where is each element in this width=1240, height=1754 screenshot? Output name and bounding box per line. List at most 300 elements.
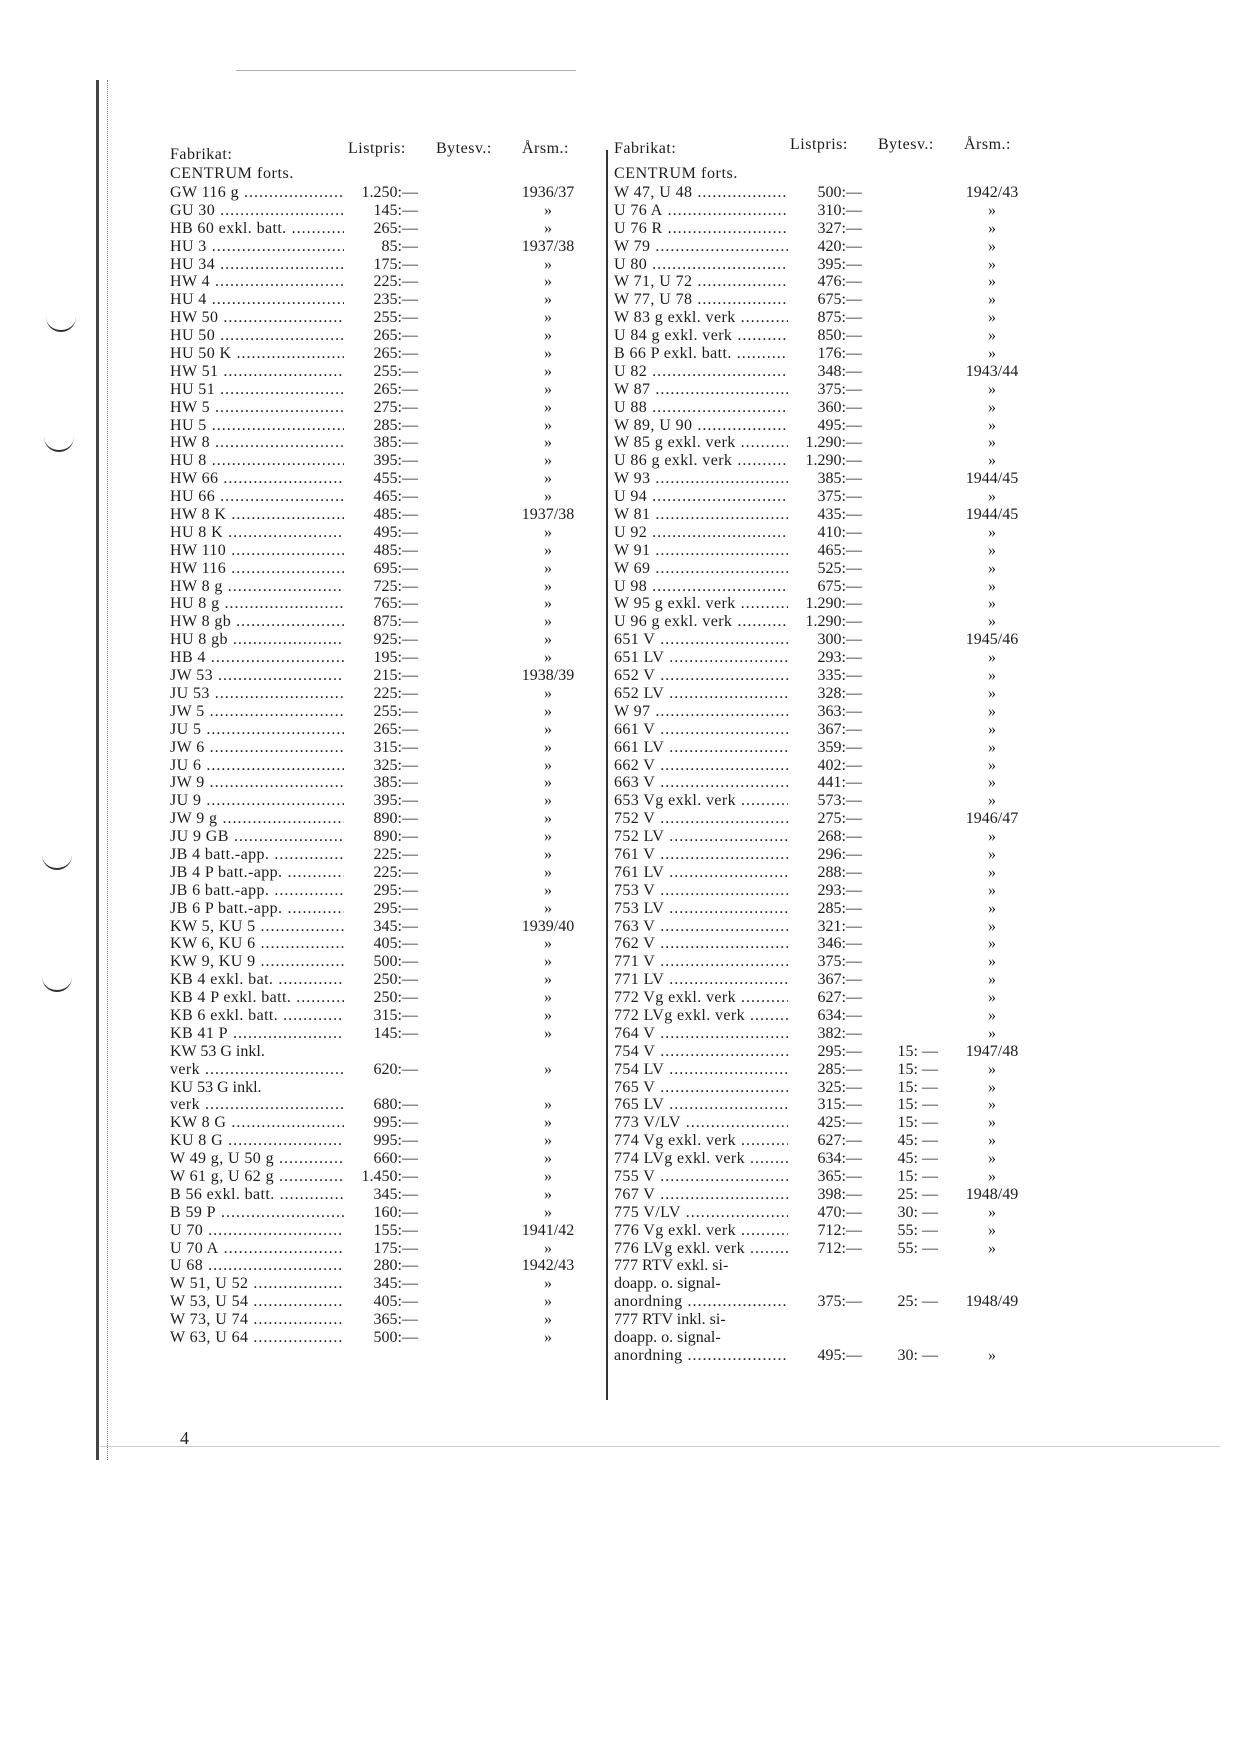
cell-listpris: 1.290: — — [788, 613, 862, 631]
cell-arsm: » — [544, 273, 552, 291]
cell-fabrikat: 663 V ..... — [614, 774, 790, 792]
table-row — [612, 685, 1052, 703]
table-row — [612, 989, 1052, 1007]
cell-fabrikat: 776 Vg exkl. verk ..... — [614, 1222, 790, 1240]
cell-fabrikat: W 61 g, U 62 g ..... — [170, 1168, 346, 1186]
cell-fabrikat: doapp. o. signal- — [614, 1329, 721, 1346]
cell-listpris: 255: — — [344, 363, 418, 381]
table-row — [168, 739, 608, 757]
cell-listpris: 175: — — [344, 1240, 418, 1258]
cell-listpris: 328: — — [788, 685, 862, 703]
cell-listpris: 265: — — [344, 327, 418, 345]
cell-arsm: » — [988, 1239, 996, 1257]
cell-arsm: » — [544, 1006, 552, 1024]
cell-arsm: » — [544, 881, 552, 899]
cell-arsm: » — [988, 828, 996, 846]
table-row — [168, 864, 608, 882]
table-row — [168, 256, 608, 274]
cell-listpris: 875: — — [344, 613, 418, 631]
cell-listpris: 367: — — [788, 721, 862, 739]
table-row — [612, 1275, 1052, 1293]
table-row — [612, 739, 1052, 757]
cell-arsm: 1947/48 — [965, 1042, 1019, 1060]
cell-fabrikat: KW 53 G inkl. — [170, 1042, 265, 1060]
cell-listpris: 410: — — [788, 524, 862, 542]
cell-listpris: 500: — — [788, 184, 862, 202]
cell-arsm: » — [544, 1150, 552, 1168]
cell-fabrikat: 752 V ..... — [614, 810, 790, 828]
cell-listpris: 359: — — [788, 739, 862, 757]
header-listpris: Listpris: — [348, 140, 406, 157]
table-row — [612, 1240, 1052, 1258]
cell-fabrikat: W 73, U 74 ..... — [170, 1311, 346, 1329]
cell-fabrikat: JW 6 ..... — [170, 739, 346, 757]
cell-fabrikat: JU 9 GB ..... — [170, 828, 346, 846]
table-row — [612, 613, 1052, 631]
cell-fabrikat: HW 8 g ..... — [170, 578, 346, 596]
table-row — [612, 488, 1052, 506]
cell-fabrikat: anordning ..... — [614, 1293, 790, 1311]
cell-listpris: 310: — — [788, 202, 862, 220]
cell-fabrikat: 652 LV ..... — [614, 685, 790, 703]
table-row — [168, 1257, 608, 1275]
table-row — [612, 470, 1052, 488]
cell-listpris: 250: — — [344, 971, 418, 989]
cell-listpris: 1.290: — — [788, 434, 862, 452]
cell-fabrikat: KU 53 G inkl. — [170, 1078, 262, 1096]
table-row — [168, 613, 608, 631]
cell-listpris: 395: — — [344, 452, 418, 470]
cell-fabrikat: B 66 P exkl. batt. ..... — [614, 345, 790, 363]
table-row — [612, 1204, 1052, 1222]
cell-fabrikat: W 47, U 48 ..... — [614, 184, 790, 202]
table-row — [612, 1257, 1052, 1275]
cell-arsm: 1948/49 — [965, 1293, 1019, 1311]
cell-listpris: 495: — — [788, 417, 862, 435]
cell-arsm: » — [988, 971, 996, 989]
cell-fabrikat: HU 50 ..... — [170, 327, 346, 345]
cell-listpris: 348: — — [788, 363, 862, 381]
cell-listpris: 712: — — [788, 1222, 862, 1240]
cell-arsm: 1939/40 — [521, 917, 575, 935]
table-row — [168, 685, 608, 703]
table-row — [168, 935, 608, 953]
cell-fabrikat: 767 V ..... — [614, 1186, 790, 1204]
cell-listpris: 176: — — [788, 345, 862, 363]
cell-fabrikat: U 76 A ..... — [614, 202, 790, 220]
cell-fabrikat: 771 LV ..... — [614, 971, 790, 989]
table-row — [168, 578, 608, 596]
cell-arsm: » — [544, 380, 552, 398]
cell-listpris: 293: — — [788, 649, 862, 667]
cell-fabrikat: U 68 ..... — [170, 1257, 346, 1275]
cell-bytesv: 15: — — [897, 1078, 938, 1096]
table-row — [168, 757, 608, 775]
cell-arsm: 1942/43 — [965, 184, 1019, 201]
cell-fabrikat: KW 6, KU 6 ..... — [170, 935, 346, 953]
cell-arsm: » — [988, 327, 996, 345]
cell-fabrikat: 777 RTV exkl. si- — [614, 1257, 729, 1275]
cell-bytesv: 45: — — [897, 1150, 938, 1168]
cell-fabrikat: B 59 P ..... — [170, 1204, 346, 1222]
table-row — [612, 1096, 1052, 1114]
cell-fabrikat: HB 4 ..... — [170, 649, 346, 667]
table-row — [612, 774, 1052, 792]
cell-fabrikat: KW 5, KU 5 ..... — [170, 918, 346, 936]
cell-listpris: 1.290: — — [788, 595, 862, 613]
scan-artifact-bottom — [100, 1446, 1220, 1447]
table-row — [612, 560, 1052, 578]
cell-arsm: » — [988, 989, 996, 1007]
cell-arsm: » — [988, 237, 996, 255]
cell-listpris: 145: — — [344, 202, 418, 220]
cell-fabrikat: JW 53 ..... — [170, 667, 346, 685]
cell-arsm: » — [988, 667, 996, 685]
cell-listpris: 500: — — [344, 953, 418, 971]
table-row — [168, 900, 608, 918]
table-row — [168, 202, 608, 220]
cell-listpris: 225: — — [344, 685, 418, 703]
cell-listpris: 725: — — [344, 578, 418, 596]
cell-listpris: 295: — — [788, 1043, 862, 1061]
table-row — [612, 721, 1052, 739]
cell-listpris: 995: — — [344, 1132, 418, 1150]
cell-fabrikat: 651 LV ..... — [614, 649, 790, 667]
cell-fabrikat: HU 50 K ..... — [170, 345, 346, 363]
cell-fabrikat: W 87 ..... — [614, 381, 790, 399]
cell-fabrikat: GU 30 ..... — [170, 202, 346, 220]
cell-fabrikat: 762 V ..... — [614, 935, 790, 953]
cell-listpris: 1.290: — — [788, 452, 862, 470]
cell-listpris: 225: — — [344, 273, 418, 291]
table-row — [612, 1186, 1052, 1204]
cell-bytesv: 45: — — [897, 1132, 938, 1150]
cell-listpris: 634: — — [788, 1150, 862, 1168]
cell-listpris: 315: — — [344, 1007, 418, 1025]
cell-fabrikat: B 56 exkl. batt. ..... — [170, 1186, 346, 1204]
cell-listpris: 675: — — [788, 578, 862, 596]
table-row — [168, 810, 608, 828]
table-row — [168, 595, 608, 613]
cell-listpris: 465: — — [788, 542, 862, 560]
cell-fabrikat: HU 4 ..... — [170, 291, 346, 309]
table-row — [612, 953, 1052, 971]
cell-fabrikat: 661 V ..... — [614, 721, 790, 739]
cell-listpris: 265: — — [344, 381, 418, 399]
table-row — [612, 1114, 1052, 1132]
cell-listpris: 455: — — [344, 470, 418, 488]
cell-arsm: » — [988, 380, 996, 398]
table-row — [612, 900, 1052, 918]
cell-listpris: 345: — — [344, 918, 418, 936]
cell-fabrikat: 754 LV ..... — [614, 1061, 790, 1079]
cell-fabrikat: JW 5 ..... — [170, 703, 346, 721]
cell-listpris: 275: — — [344, 399, 418, 417]
cell-fabrikat: W 51, U 52 ..... — [170, 1275, 346, 1293]
table-row — [612, 1222, 1052, 1240]
cell-fabrikat: JB 4 batt.-app. ..... — [170, 846, 346, 864]
cell-arsm: » — [988, 684, 996, 702]
table-row — [612, 273, 1052, 291]
cell-arsm: » — [544, 1060, 552, 1078]
cell-arsm: » — [544, 684, 552, 702]
cell-fabrikat: 755 V ..... — [614, 1168, 790, 1186]
cell-arsm: » — [988, 845, 996, 863]
cell-fabrikat: GW 116 g ..... — [170, 184, 346, 202]
cell-fabrikat: U 70 A ..... — [170, 1240, 346, 1258]
cell-arsm: » — [544, 845, 552, 863]
cell-listpris: 1.250: — — [344, 184, 418, 202]
cell-arsm: » — [544, 1096, 552, 1114]
table-row — [612, 309, 1052, 327]
cell-fabrikat: W 77, U 78 ..... — [614, 291, 790, 309]
cell-fabrikat: 651 V ..... — [614, 631, 790, 649]
cell-fabrikat: HU 8 ..... — [170, 452, 346, 470]
cell-fabrikat: KU 8 G ..... — [170, 1132, 346, 1150]
cell-arsm: » — [988, 541, 996, 559]
table-row — [612, 703, 1052, 721]
table-row — [612, 399, 1052, 417]
table-row — [168, 1240, 608, 1258]
cell-arsm: » — [544, 1167, 552, 1185]
cell-arsm: » — [988, 1167, 996, 1185]
cell-listpris: 405: — — [344, 1293, 418, 1311]
cell-fabrikat: 774 LVg exkl. verk ..... — [614, 1150, 790, 1168]
section-title-right: CENTRUM forts. — [614, 165, 738, 182]
cell-arsm: » — [544, 1132, 552, 1150]
cell-fabrikat: HW 110 ..... — [170, 542, 346, 560]
table-row — [612, 524, 1052, 542]
table-row — [168, 1311, 608, 1329]
cell-arsm: » — [988, 1346, 996, 1364]
table-row — [168, 792, 608, 810]
cell-fabrikat: 653 Vg exkl. verk ..... — [614, 792, 790, 810]
cell-fabrikat: 774 Vg exkl. verk ..... — [614, 1132, 790, 1150]
table-row — [168, 434, 608, 452]
table-row — [168, 953, 608, 971]
cell-arsm: » — [988, 523, 996, 541]
table-row — [168, 560, 608, 578]
cell-listpris: 155: — — [344, 1222, 418, 1240]
cell-fabrikat: 775 V/LV ..... — [614, 1204, 790, 1222]
cell-arsm: » — [544, 863, 552, 881]
cell-arsm: » — [544, 398, 552, 416]
cell-fabrikat: W 63, U 64 ..... — [170, 1329, 346, 1347]
cell-arsm: » — [988, 953, 996, 971]
table-row — [168, 1293, 608, 1311]
cell-fabrikat: JU 53 ..... — [170, 685, 346, 703]
table-row — [612, 631, 1052, 649]
cell-bytesv: 15: — — [897, 1114, 938, 1132]
cell-bytesv: 15: — — [897, 1096, 938, 1114]
cell-listpris: 712: — — [788, 1240, 862, 1258]
cell-arsm: » — [544, 219, 552, 237]
cell-arsm: » — [544, 559, 552, 577]
cell-fabrikat: 764 V ..... — [614, 1025, 790, 1043]
cell-listpris: 335: — — [788, 667, 862, 685]
table-row — [612, 1061, 1052, 1079]
table-row — [612, 1347, 1052, 1365]
table-row — [168, 381, 608, 399]
cell-fabrikat: W 53, U 54 ..... — [170, 1293, 346, 1311]
cell-arsm: » — [544, 792, 552, 810]
cell-listpris: 145: — — [344, 1025, 418, 1043]
cell-listpris: 327: — — [788, 220, 862, 238]
cell-arsm: » — [544, 935, 552, 953]
cell-arsm: » — [544, 577, 552, 595]
table-row — [168, 1329, 608, 1347]
table-row — [168, 1061, 608, 1079]
cell-bytesv: 15: — — [897, 1042, 938, 1060]
cell-listpris: 345: — — [344, 1275, 418, 1293]
cell-listpris: 346: — — [788, 935, 862, 953]
cell-listpris: 476: — — [788, 273, 862, 291]
cell-fabrikat: anordning ..... — [614, 1347, 790, 1365]
cell-listpris: 385: — — [344, 434, 418, 452]
cell-bytesv: 30: — — [897, 1203, 938, 1221]
cell-bytesv: 25: — — [897, 1293, 938, 1311]
cell-arsm: » — [988, 702, 996, 720]
cell-arsm: » — [544, 702, 552, 720]
table-row — [612, 434, 1052, 452]
cell-arsm: » — [988, 1060, 996, 1078]
cell-listpris: 627: — — [788, 1132, 862, 1150]
cell-listpris: 660: — — [344, 1150, 418, 1168]
cell-fabrikat: 776 LVg exkl. verk ..... — [614, 1240, 790, 1258]
column-headers-left — [168, 140, 608, 162]
cell-arsm: » — [988, 416, 996, 434]
cell-listpris: 300: — — [788, 631, 862, 649]
table-row — [168, 918, 608, 936]
cell-arsm: » — [544, 810, 552, 828]
cell-arsm: » — [544, 1203, 552, 1221]
cell-listpris: 325: — — [344, 757, 418, 775]
cell-listpris: 360: — — [788, 399, 862, 417]
cell-listpris: 382: — — [788, 1025, 862, 1043]
cell-fabrikat: JB 6 P batt.-app. ..... — [170, 900, 346, 918]
cell-arsm: » — [988, 863, 996, 881]
cell-listpris: 288: — — [788, 864, 862, 882]
cell-listpris: 325: — — [788, 1079, 862, 1097]
cell-listpris: 385: — — [344, 774, 418, 792]
cell-fabrikat: JU 5 ..... — [170, 721, 346, 739]
cell-listpris: 395: — — [344, 792, 418, 810]
table-row — [612, 918, 1052, 936]
cell-arsm: » — [988, 488, 996, 506]
cell-fabrikat: HU 8 K ..... — [170, 524, 346, 542]
cell-listpris: 255: — — [344, 309, 418, 327]
cell-bytesv: 15: — — [897, 1060, 938, 1078]
cell-listpris: 485: — — [344, 506, 418, 524]
cell-fabrikat: U 96 g exkl. verk ..... — [614, 613, 790, 631]
cell-fabrikat: 772 Vg exkl. verk ..... — [614, 989, 790, 1007]
cell-listpris: 573: — — [788, 792, 862, 810]
cell-arsm: » — [544, 1275, 552, 1293]
cell-fabrikat: 765 V ..... — [614, 1079, 790, 1097]
cell-fabrikat: 652 V ..... — [614, 667, 790, 685]
cell-fabrikat: W 89, U 90 ..... — [614, 417, 790, 435]
table-row — [612, 882, 1052, 900]
cell-arsm: » — [544, 434, 552, 452]
cell-arsm: » — [544, 523, 552, 541]
cell-listpris: 395: — — [788, 256, 862, 274]
cell-fabrikat: W 71, U 72 ..... — [614, 273, 790, 291]
header-arsm: Årsm.: — [964, 136, 1011, 153]
table-row — [612, 1311, 1052, 1329]
cell-arsm: » — [988, 1203, 996, 1221]
table-row — [168, 309, 608, 327]
cell-listpris: 470: — — [788, 1204, 862, 1222]
table-row — [612, 345, 1052, 363]
cell-arsm: » — [544, 416, 552, 434]
cell-arsm: 1948/49 — [965, 1185, 1019, 1203]
cell-arsm: » — [988, 649, 996, 667]
cell-listpris: 995: — — [344, 1114, 418, 1132]
cell-arsm: » — [988, 881, 996, 899]
cell-listpris: 465: — — [344, 488, 418, 506]
cell-fabrikat: W 81 ..... — [614, 506, 790, 524]
cell-fabrikat: KW 9, KU 9 ..... — [170, 953, 346, 971]
cell-arsm: » — [544, 989, 552, 1007]
table-row — [168, 184, 608, 202]
cell-listpris: 675: — — [788, 291, 862, 309]
table-row — [612, 810, 1052, 828]
cell-arsm: » — [988, 255, 996, 273]
cell-listpris: 315: — — [788, 1096, 862, 1114]
cell-arsm: 1946/47 — [965, 810, 1019, 828]
table-row — [168, 363, 608, 381]
cell-arsm: » — [544, 488, 552, 506]
cell-listpris: 293: — — [788, 882, 862, 900]
cell-arsm: » — [988, 345, 996, 363]
cell-arsm: » — [544, 1239, 552, 1257]
cell-arsm: » — [544, 362, 552, 380]
table-row — [612, 757, 1052, 775]
cell-fabrikat: U 82 ..... — [614, 363, 790, 381]
cell-fabrikat: 771 V ..... — [614, 953, 790, 971]
cell-bytesv: 55: — — [897, 1239, 938, 1257]
table-row — [168, 452, 608, 470]
cell-arsm: » — [988, 720, 996, 738]
cell-bytesv: 30: — — [897, 1346, 938, 1364]
table-row — [168, 524, 608, 542]
cell-listpris: 375: — — [788, 1293, 862, 1311]
cell-listpris: 765: — — [344, 595, 418, 613]
cell-arsm: » — [988, 756, 996, 774]
table-row — [612, 202, 1052, 220]
cell-arsm: » — [544, 738, 552, 756]
cell-arsm: » — [988, 1024, 996, 1042]
cell-arsm: 1941/42 — [521, 1221, 575, 1239]
cell-fabrikat: U 84 g exkl. verk ..... — [614, 327, 790, 345]
cell-bytesv: 55: — — [897, 1221, 938, 1239]
cell-arsm: 1944/45 — [965, 506, 1019, 524]
cell-arsm: » — [544, 541, 552, 559]
cell-arsm: » — [988, 1096, 996, 1114]
table-row — [168, 649, 608, 667]
table-row — [168, 542, 608, 560]
cell-fabrikat: HW 51 ..... — [170, 363, 346, 381]
cell-arsm: » — [544, 613, 552, 631]
cell-fabrikat: KB 41 P ..... — [170, 1025, 346, 1043]
cell-arsm: » — [988, 273, 996, 291]
cell-fabrikat: W 97 ..... — [614, 703, 790, 721]
table-row — [612, 1007, 1052, 1025]
cell-arsm: » — [988, 219, 996, 237]
cell-fabrikat: HU 8 gb ..... — [170, 631, 346, 649]
table-row — [168, 1132, 608, 1150]
cell-listpris: 525: — — [788, 560, 862, 578]
